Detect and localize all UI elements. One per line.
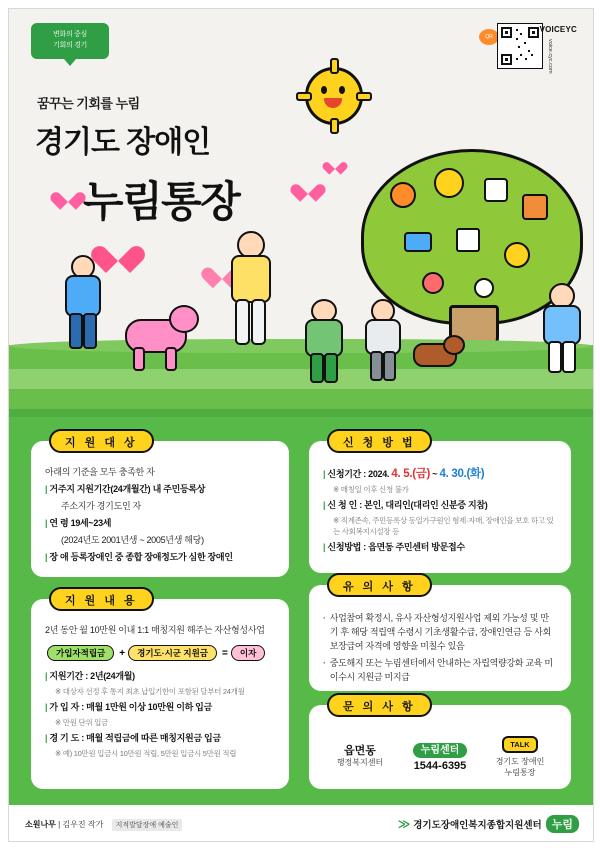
support-content-intro: 2년 동안 월 10만원 이내 1:1 매칭지원 해주는 자산형성사업: [45, 625, 265, 635]
person-leg-icon: [370, 351, 383, 381]
support-target-item-2: | 연 령 19세~23세: [45, 518, 112, 528]
formula-part-c: 이자: [231, 645, 265, 661]
support-content-term-1: 가 입 자: [49, 702, 80, 712]
person-leg-icon: [310, 353, 324, 383]
tree-fruit-icon: [422, 272, 444, 294]
apply-channel-row: | 신청방법 : 읍면동 주민센터 방문접수: [323, 542, 465, 552]
nurimcenter-pill: 누림센터: [413, 743, 468, 758]
card-support-target: [31, 437, 289, 577]
sun-ray-icon: [296, 92, 312, 101]
footer-artwork-author: 김우진 작가: [62, 820, 104, 829]
support-target-desc-3: (2024년도 2001년생 ~ 2005년생 해당): [61, 535, 204, 545]
applicant-term: 신 청 인: [327, 500, 358, 510]
apply-period-year: 2024.: [368, 469, 390, 479]
applicant-row: | 신 청 인 : 본인, 대리인(대리인 신분증 지참): [323, 500, 488, 510]
formula-equals: =: [222, 647, 228, 659]
ribbon-line2: 기회의 경기: [53, 42, 87, 49]
apply-period-end: 4. 30.(화): [439, 468, 485, 480]
gyeonggi-ribbon-badge: [31, 23, 109, 59]
card-contact: [309, 701, 571, 789]
heart-icon: [327, 157, 343, 171]
notice-text-1: 중도해지 또는 누림센터에서 안내하는 자립역량강화 교육 미이수시 지원금 미지급: [329, 658, 553, 682]
formula-part-b: 경기도·시군 지원금: [128, 645, 217, 661]
applicant-desc: 본인, 대리인(대리인 신분증 지참): [364, 500, 488, 510]
qr-code-icon: [497, 23, 543, 69]
card-apply-method-label: 신 청 방 법: [327, 429, 432, 453]
qr-caption: voice.cyc.com: [547, 39, 553, 74]
person-leg-icon: [324, 353, 338, 383]
qr-badge-icon: QR: [479, 29, 499, 45]
tree-note-icon: [404, 232, 432, 252]
contact-dong-title: 읍면동: [344, 745, 376, 757]
support-target-item-4: | 장 애 등록장애인 중 종합 장애정도가 심한 장애인: [45, 552, 233, 562]
sun-mouth-icon: [324, 98, 342, 108]
support-target-item-0: | 거주지 지원기간(24개월간) 내 주민등록상: [45, 484, 206, 494]
kakaotalk-sub-line2: 누림통장: [504, 768, 536, 777]
qr-block: [485, 23, 577, 85]
brand-voicecyc: VOICEYC: [539, 25, 577, 34]
apply-channel-term: 신청방법: [327, 542, 361, 552]
support-target-term-2: 연 령: [49, 518, 69, 528]
footer-bar: [9, 805, 593, 841]
card-support-content: [31, 595, 289, 789]
tree-coin-icon: [504, 242, 530, 268]
card-notice-label: 유 의 사 항: [327, 573, 432, 597]
apply-period-start: 4. 5.(금): [391, 468, 431, 480]
tree-card-icon: [456, 228, 480, 252]
person-leg-icon: [548, 341, 562, 373]
apply-channel-desc: 읍면동 주민센터 방문접수: [368, 542, 465, 552]
formula-plus: +: [119, 647, 126, 659]
support-content-note-0: ※ 대상자 선정 후 통지 최초 납입기한이 포함된 달부터 24개월: [55, 687, 245, 696]
support-target-term-4: 장 애: [49, 552, 69, 562]
footer-artwork-title: 소원나무: [25, 820, 56, 829]
person-body-icon: [231, 255, 271, 303]
headline-line2: 누림통장: [83, 178, 240, 225]
contact-dong-sub: 행정복지센터: [336, 758, 384, 767]
card-apply-method: [309, 437, 571, 573]
support-content-desc-2: 매월 적립금에 따른 매칭지원금 입금: [86, 733, 221, 743]
sun-ray-icon: [330, 58, 339, 74]
apply-period-tilde: ~: [432, 469, 438, 479]
card-contact-label: 문 의 사 항: [327, 693, 432, 717]
applicant-note: ※ 직계존속, 주민등록상 동일가구원인 형제·자매, 장애인을 보호 하고 있는 사회복지시설장 등: [333, 516, 554, 536]
support-content-row-2: | 경 기 도 : 매월 적립금에 따른 매칭지원금 입금: [45, 733, 221, 743]
support-content-note-1: ※ 만원 단위 입금: [55, 718, 109, 727]
ribbon-line1: 변화의 중심: [53, 31, 87, 38]
tree-bag-icon: [522, 194, 548, 220]
person-body-icon: [365, 319, 401, 355]
support-content-term-2: 경 기 도: [49, 733, 80, 743]
card-support-target-label: 지 원 대 상: [49, 429, 154, 453]
footer-organization: [398, 815, 579, 833]
person-body-icon: [543, 305, 581, 345]
support-content-desc-0: 2년(24개월): [90, 671, 135, 681]
apply-period-note: ※ 매칭일 이후 신청 불가: [333, 485, 409, 494]
contact-item-kakaotalk[interactable]: [483, 736, 557, 778]
tree-flower-icon: [434, 168, 464, 198]
card-support-content-label: 지 원 내 용: [49, 587, 154, 611]
contact-item-nurimcenter[interactable]: [403, 743, 477, 772]
support-content-term-0: 지원기간: [49, 671, 83, 681]
support-target-desc-1: 주소지가 경기도인 자: [61, 501, 141, 511]
apply-period-row: | 신청기간 : 2024. 4. 5.(금) ~ 4. 30.(화): [323, 468, 485, 480]
info-area: [9, 409, 593, 841]
support-target-desc-4: 등록장애인 중 종합 장애정도가 심한 장애인: [70, 552, 233, 562]
person-leg-icon: [251, 299, 266, 345]
apply-period-term: 신청기간: [327, 469, 361, 479]
headline-kicker: 꿈꾸는 기회를 누림: [37, 96, 140, 111]
person-body-icon: [65, 275, 101, 317]
support-content-row-1: | 가 입 자 : 매월 1만원 이상 10만원 이하 입금: [45, 702, 212, 712]
path-strip: [9, 369, 593, 389]
support-content-note-2: ※ 예) 10만원 입금시 10만원 적립, 5만원 입금시 5만원 적립: [55, 749, 237, 758]
dog-leg-icon: [165, 347, 177, 371]
support-target-term-0: 거주지: [49, 484, 75, 494]
kakaotalk-sub-line1: 경기도 장애인: [495, 757, 545, 766]
matching-formula: [47, 645, 275, 661]
sun-eye-left-icon: [321, 86, 327, 94]
sun-illustration: [305, 67, 363, 125]
sun-ray-icon: [330, 118, 339, 134]
footer-artwork-credit: 소원나무 | 김우진 작가 지적발달장애 예술인: [25, 819, 182, 831]
illustration-area: [9, 9, 593, 409]
person-leg-icon: [69, 313, 83, 349]
person-leg-icon: [562, 341, 576, 373]
sun-ray-icon: [356, 92, 372, 101]
dog-leg-icon: [133, 347, 145, 371]
person-body-icon: [305, 319, 343, 357]
card-notice: [309, 581, 571, 691]
formula-part-a: 가입자적립금: [47, 645, 114, 661]
footer-nuri-logo: 누림: [546, 815, 579, 833]
dog-head-icon: [169, 305, 199, 333]
poster: [8, 8, 594, 842]
contact-item-dong: [323, 746, 397, 768]
footer-org-name: 경기도장애인복지종합지원센터: [413, 820, 542, 831]
support-target-desc-0: 지원기간(24개월간) 내 주민등록상: [76, 484, 206, 494]
footer-logo-icon: ≫: [397, 817, 410, 831]
tree-fruit-icon: [390, 182, 416, 208]
support-content-row-0: | 지원기간 : 2년(24개월): [45, 671, 135, 681]
person-leg-icon: [383, 351, 396, 381]
person-leg-icon: [235, 299, 250, 345]
sun-eye-right-icon: [339, 86, 345, 94]
nurimcenter-phone[interactable]: 1544-6395: [413, 759, 467, 772]
support-target-intro: 아래의 기준을 모두 충족한 자: [45, 467, 155, 477]
heart-icon: [297, 177, 319, 197]
headline-line1: 경기도 장애인: [35, 126, 211, 159]
dog-head-icon: [443, 335, 465, 355]
heart-icon: [57, 185, 79, 205]
footer-artwork-tag: 지적발달장애 예술인: [112, 819, 183, 831]
support-target-desc-2: 19세~23세: [70, 518, 112, 528]
notice-item-0: · 사업참여 확정시, 유사 자산형성지원사업 제외 가능성 및 만기 후 해당 적립액 수령시 기초생활수급, 장애인연금 등 사회보장급여 자격에 영향을 미칠수 있음: [323, 611, 557, 653]
person-leg-icon: [83, 313, 97, 349]
support-content-desc-1: 매월 1만원 이상 10만원 이하 입금: [86, 702, 212, 712]
notice-text-0: 사업참여 확정시, 유사 자산형성지원사업 제외 가능성 및 만기 후 해당 적립액 수령시 기초생활수급, 장애인연금 등 사회보장급여 자격에 영향을 미칠수 있음: [329, 613, 551, 651]
tree-fruit-icon: [474, 278, 494, 298]
heart-balloon-icon: [101, 235, 135, 265]
kakaotalk-icon: TALK: [502, 736, 537, 753]
contact-list: [323, 735, 557, 779]
tree-book-icon: [484, 178, 508, 202]
notice-item-1: · 중도해지 또는 누림센터에서 안내하는 자립역량강화 교육 미이수시 지원금 미지급: [323, 656, 557, 684]
